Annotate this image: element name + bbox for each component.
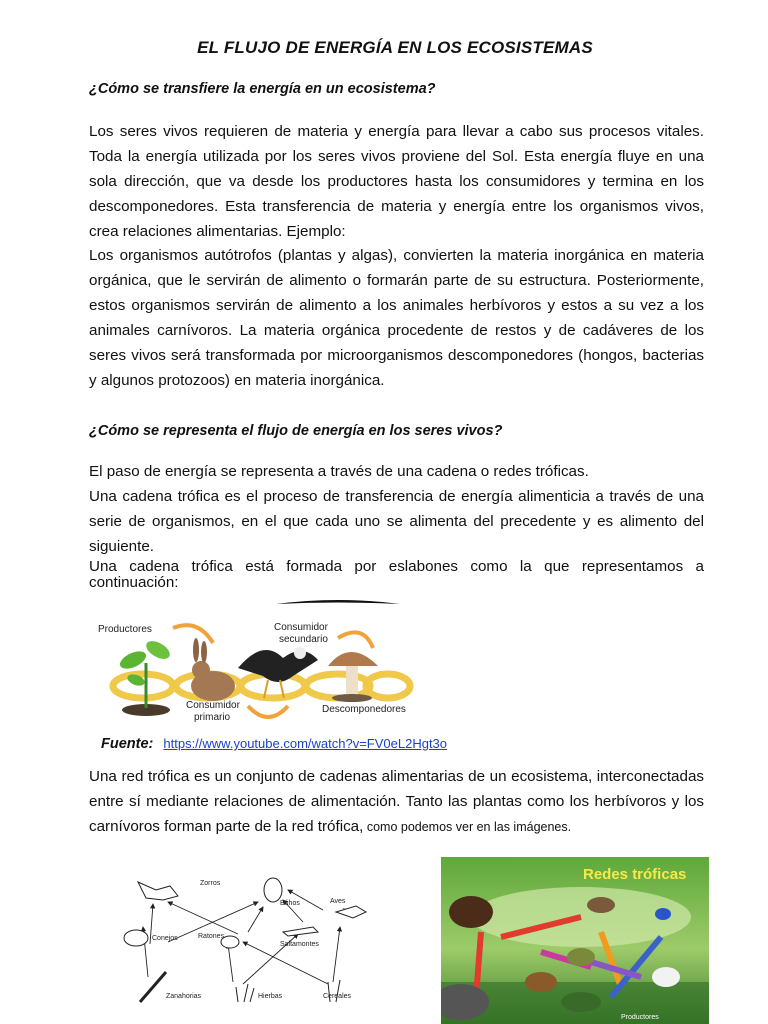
chain-label-consumidor-secundario-1: Consumidor [274, 622, 328, 633]
chain-label-consumidor-primario-1: Consumidor [186, 700, 240, 711]
question-heading-2: ¿Cómo se representa el flujo de energía en los seres vivos? [89, 423, 503, 439]
web-label-aves: Aves [330, 898, 346, 905]
plants-icon [561, 992, 601, 1012]
paragraph-2: Los organismos autótrofos (plantas y algas), convierten la materia inorgánica en materia orgánica, que le servirán de alimento o formarán parte de su estructura. Posteriormente, estos organismos servirán de alimento a los animales herbívoros y estos a su vez a los animales carnívoros. La materia orgánica procedente de restos y de cadáveres de los seres vivos será transformada por microorganismos descomponedores (hongos, bacterias y algunos protozoos) en materia inorgánica. [89, 247, 704, 389]
page-title: EL FLUJO DE ENERGÍA EN LOS ECOSISTEMAS [197, 38, 593, 57]
web-label-zanahorias: Zanahorias [166, 993, 202, 1000]
bluebird-icon [655, 908, 671, 920]
chain-label-consumidor-secundario-2: secundario [279, 634, 328, 645]
snake-icon [567, 948, 595, 966]
carrot-icon [140, 972, 166, 1002]
web-label-conejos: Conejos [152, 935, 178, 942]
question-heading-1: ¿Cómo se transfiere la energía en un ecosistema? [89, 81, 436, 97]
chain-label-descomponedores: Descomponedores [322, 704, 406, 715]
chain-label-consumidor-primario-2: primario [194, 712, 231, 723]
paragraph-5: Una cadena trófica está formada por eslabones como la que representamos a continuación: [89, 558, 704, 591]
bird-icon [336, 906, 366, 918]
paragraph-6-main: Una red trófica es un conjunto de cadenas alimentarias de un ecosistema, interconectadas entre sí mediante relaciones de alimentación. Tanto las plantas como los herbívoros y los carnívoros forman parte de la red trófica, [89, 768, 704, 835]
grass-icon [236, 984, 254, 1002]
redes-troficas-illustration [441, 857, 709, 1024]
source-link[interactable]: https://www.youtube.com/watch?v=FV0eL2Hgt3o [163, 736, 448, 751]
fox-icon [138, 882, 178, 900]
paragraph-3: El paso de energía se representa a través de una cadena o redes tróficas. [89, 463, 589, 480]
black-brush-stroke [276, 600, 400, 604]
web-label-cereales: Cereales [323, 993, 352, 1000]
paragraph-4: Una cadena trófica es el proceso de transferencia de energía alimenticia a través de una serie de organismos, en el que cada uno se alimenta del precedente y es alimento del siguiente. [89, 488, 704, 555]
web-label-zorros: Zorros [200, 880, 221, 887]
paragraph-6-small: como podemos ver en las imágenes. [363, 820, 572, 834]
redes-label-productores: Productores [621, 1014, 659, 1021]
web-label-ratones: Ratones [198, 933, 225, 940]
web-label-buhos: Búhos [280, 900, 300, 907]
chain-rings [113, 674, 410, 698]
bear-icon [449, 896, 493, 928]
owl-icon [264, 878, 282, 902]
white-rabbit-icon [652, 967, 680, 987]
rabbit-icon [191, 638, 235, 701]
source-label: Fuente: [101, 736, 154, 752]
fox-photo-icon [525, 972, 557, 992]
web-label-saltamontes: Saltamontes [280, 941, 319, 948]
food-web-diagram [108, 872, 378, 1012]
paragraph-6 [89, 764, 704, 840]
redes-title: Redes tróficas [583, 866, 687, 883]
hawk-icon [587, 897, 615, 913]
source-line [101, 736, 447, 752]
chain-label-productores: Productores [98, 624, 152, 635]
rabbit-outline-icon [124, 930, 148, 946]
web-label-hierbas: Hierbas [258, 993, 283, 1000]
food-chain-illustration [88, 598, 418, 730]
grasshopper-icon [283, 927, 318, 936]
paragraph-1: Los seres vivos requieren de materia y energía para llevar a cabo sus procesos vitales. Toda la energía utilizada por los seres vivos proviene del Sol. Esta energía fluye en una sola dirección, que va desde los productores hasta los consumidores y termina en los descomponedores. Esta transferencia de materia y energía entre los organismos vivos, crea relaciones alimentarias. Ejemplo: [89, 123, 704, 240]
